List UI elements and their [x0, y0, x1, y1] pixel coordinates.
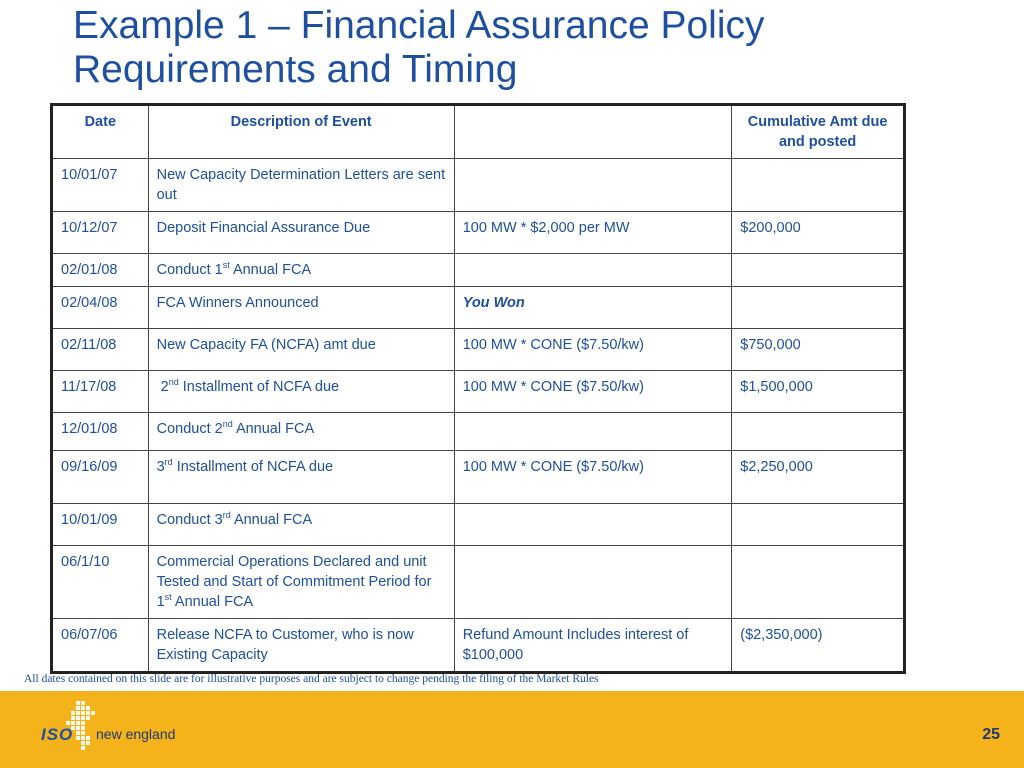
cell-amount: ($2,350,000) [732, 619, 905, 673]
desc-text-post: Installment of NCFA due [178, 379, 340, 395]
footer-bar [0, 691, 1024, 768]
cell-description [148, 546, 454, 619]
table-row [52, 451, 905, 504]
cell-amount [732, 413, 905, 451]
cell-date: 10/12/07 [52, 212, 149, 254]
cell-description [148, 504, 454, 546]
desc-text-post: Annual FCA [229, 262, 312, 278]
header-calculation [454, 105, 732, 159]
cell-calculation [454, 159, 732, 212]
cell-date: 02/01/08 [52, 254, 149, 287]
table-row [52, 287, 905, 329]
table-row [52, 329, 905, 371]
desc-sup: st [164, 592, 172, 603]
cell-calculation: You Won [454, 287, 732, 329]
desc-text-post: Annual FCA [230, 512, 313, 528]
desc-text: Conduct 3 [156, 512, 223, 528]
cell-date: 06/1/10 [52, 546, 149, 619]
cell-amount: $200,000 [732, 212, 905, 254]
desc-text: FCA Winners Announced [156, 295, 319, 311]
cell-calculation: Refund Amount Includes interest of $100,000 [454, 619, 732, 673]
cell-calculation: 100 MW * CONE ($7.50/kw) [454, 451, 732, 504]
cell-description [148, 413, 454, 451]
desc-sup: rd [164, 457, 173, 468]
desc-text-post: Installment of NCFA due [172, 459, 334, 475]
header-date: Date [52, 105, 149, 159]
desc-text: Commercial Operations Declared and unit Tested and Start of Commitment Period for 1 [156, 554, 432, 610]
table-row [52, 413, 905, 451]
cell-description [148, 451, 454, 504]
cell-date: 09/16/09 [52, 451, 149, 504]
cell-description [148, 619, 454, 673]
cell-calculation: 100 MW * CONE ($7.50/kw) [454, 329, 732, 371]
desc-text: Conduct 2 [156, 421, 223, 437]
desc-text: Release NCFA to Customer, who is now Existing Capacity [156, 627, 414, 663]
cell-amount [732, 504, 905, 546]
cell-amount [732, 546, 905, 619]
cell-description [148, 254, 454, 287]
cell-calculation: 100 MW * $2,000 per MW [454, 212, 732, 254]
cell-date: 06/07/06 [52, 619, 149, 673]
desc-sup: rd [222, 510, 231, 521]
cell-description [148, 287, 454, 329]
cell-amount [732, 254, 905, 287]
cell-description [148, 329, 454, 371]
cell-date: 02/11/08 [52, 329, 149, 371]
table-header-row [52, 105, 905, 159]
cell-date: 02/04/08 [52, 287, 149, 329]
desc-text: New Capacity FA (NCFA) amt due [156, 337, 376, 353]
table-row [52, 546, 905, 619]
desc-text: Conduct 1 [156, 262, 223, 278]
desc-text-post: Annual FCA [232, 421, 315, 437]
logo-iso-text: ISO [41, 725, 74, 744]
desc-text-post: Annual FCA [171, 594, 254, 610]
page-number: 25 [982, 726, 1000, 743]
table-row [52, 504, 905, 546]
table-row [52, 619, 905, 673]
table-row [52, 254, 905, 287]
slide-title: Example 1 – Financial Assurance Policy Requirements and Timing [73, 4, 765, 91]
desc-sup: st [222, 260, 230, 271]
cell-amount: $1,500,000 [732, 371, 905, 413]
cell-amount: $2,250,000 [732, 451, 905, 504]
cell-calculation [454, 254, 732, 287]
cell-date: 10/01/07 [52, 159, 149, 212]
cell-date: 11/17/08 [52, 371, 149, 413]
header-cumulative: Cumulative Amt due and posted [732, 105, 905, 159]
cell-date: 10/01/09 [52, 504, 149, 546]
cell-calculation: 100 MW * CONE ($7.50/kw) [454, 371, 732, 413]
cell-amount [732, 159, 905, 212]
logo-new-england-text: new england [96, 726, 176, 742]
header-description: Description of Event [148, 105, 454, 159]
desc-text: Deposit Financial Assurance Due [156, 220, 371, 236]
footnote: All dates contained on this slide are for illustrative purposes and are subject to change pending the filing of the Market Rules [24, 673, 599, 685]
table-row [52, 159, 905, 212]
cell-calculation [454, 413, 732, 451]
desc-sup: nd [222, 419, 233, 430]
cell-calculation [454, 504, 732, 546]
cell-description [148, 212, 454, 254]
cell-date: 12/01/08 [52, 413, 149, 451]
cell-amount [732, 287, 905, 329]
cell-description [148, 371, 454, 413]
desc-text: 3 [156, 459, 165, 475]
table-row [52, 212, 905, 254]
event-timeline-table [50, 103, 906, 674]
cell-amount: $750,000 [732, 329, 905, 371]
desc-sup: nd [168, 377, 179, 388]
desc-text: 2 [156, 379, 169, 395]
cell-calculation [454, 546, 732, 619]
table-row [52, 371, 905, 413]
desc-text: New Capacity Determination Letters are sent out [156, 167, 446, 203]
cell-description [148, 159, 454, 212]
